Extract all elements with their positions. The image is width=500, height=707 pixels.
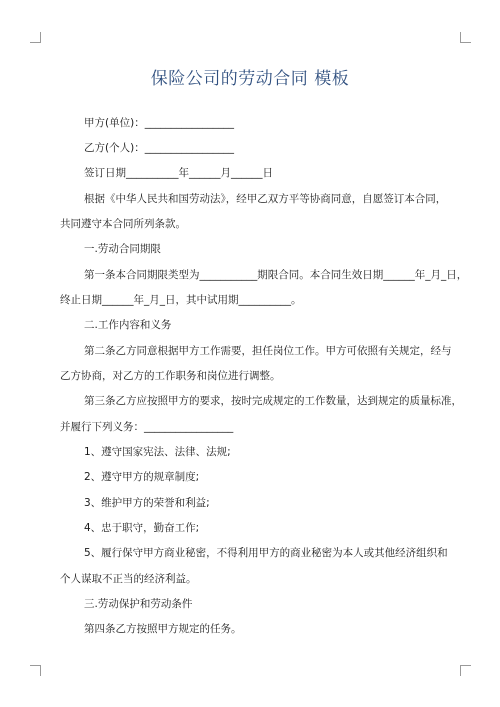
duty-item-4: 4、忠于职守，勤奋工作; xyxy=(84,522,200,534)
article-2-line-2: 乙方协商，对乙方的工作职务和岗位进行调整。 xyxy=(60,370,281,382)
party-a-line: 甲方(单位)：_________________ xyxy=(84,117,234,129)
article-2-line-1: 第二条乙方同意根据甲方工作需要，担任岗位工作。甲方可依照有关规定，经与 xyxy=(84,345,452,357)
party-b-line: 乙方(个人)：_________________ xyxy=(84,142,234,154)
duty-item-3: 3、维护甲方的荣誉和利益; xyxy=(84,497,210,509)
duty-item-5-line-1: 5、履行保守甲方商业秘密，不得利用甲方的商业秘密为本人或其他经济组织和 xyxy=(84,547,448,559)
section-heading-protection: 三.劳动保护和劳动条件 xyxy=(84,598,193,610)
article-1-line-1: 第一条本合同期限类型为___________期限合同。本合同生效日期______年_月_日， xyxy=(84,269,468,281)
duty-item-2: 2、遵守甲方的规章制度; xyxy=(84,471,200,483)
crop-mark-top-right xyxy=(460,32,471,43)
article-4-line-1: 第四条乙方按照甲方规定的任务。 xyxy=(84,623,242,635)
crop-mark-bottom-left xyxy=(30,665,41,676)
duty-item-5-line-2: 个人谋取不正当的经济利益。 xyxy=(60,573,197,585)
duty-item-1: 1、遵守国家宪法、法律、法规; xyxy=(84,446,231,458)
preamble-line-1: 根据《中华人民共和国劳动法》，经甲乙双方平等协商同意，自愿签订本合同， xyxy=(84,193,447,205)
document-title: 保险公司的劳动合同 模板 xyxy=(150,69,350,89)
article-3-line-2: 并履行下列义务：_________________ xyxy=(60,421,234,433)
signing-date-line: 签订日期__________年______月______日 xyxy=(84,167,273,179)
crop-mark-top-left xyxy=(30,32,41,43)
preamble-line-2: 共同遵守本合同所列条款。 xyxy=(60,218,186,230)
crop-mark-bottom-right xyxy=(460,665,471,676)
section-heading-term: 一.劳动合同期限 xyxy=(84,243,161,255)
article-1-line-2: 终止日期______年_月_日，其中试用期__________。 xyxy=(60,294,302,306)
section-heading-duties: 二.工作内容和义务 xyxy=(84,319,172,331)
article-3-line-1: 第三条乙方应按照甲方的要求，按时完成规定的工作数量，达到规定的质量标准， xyxy=(84,395,462,407)
